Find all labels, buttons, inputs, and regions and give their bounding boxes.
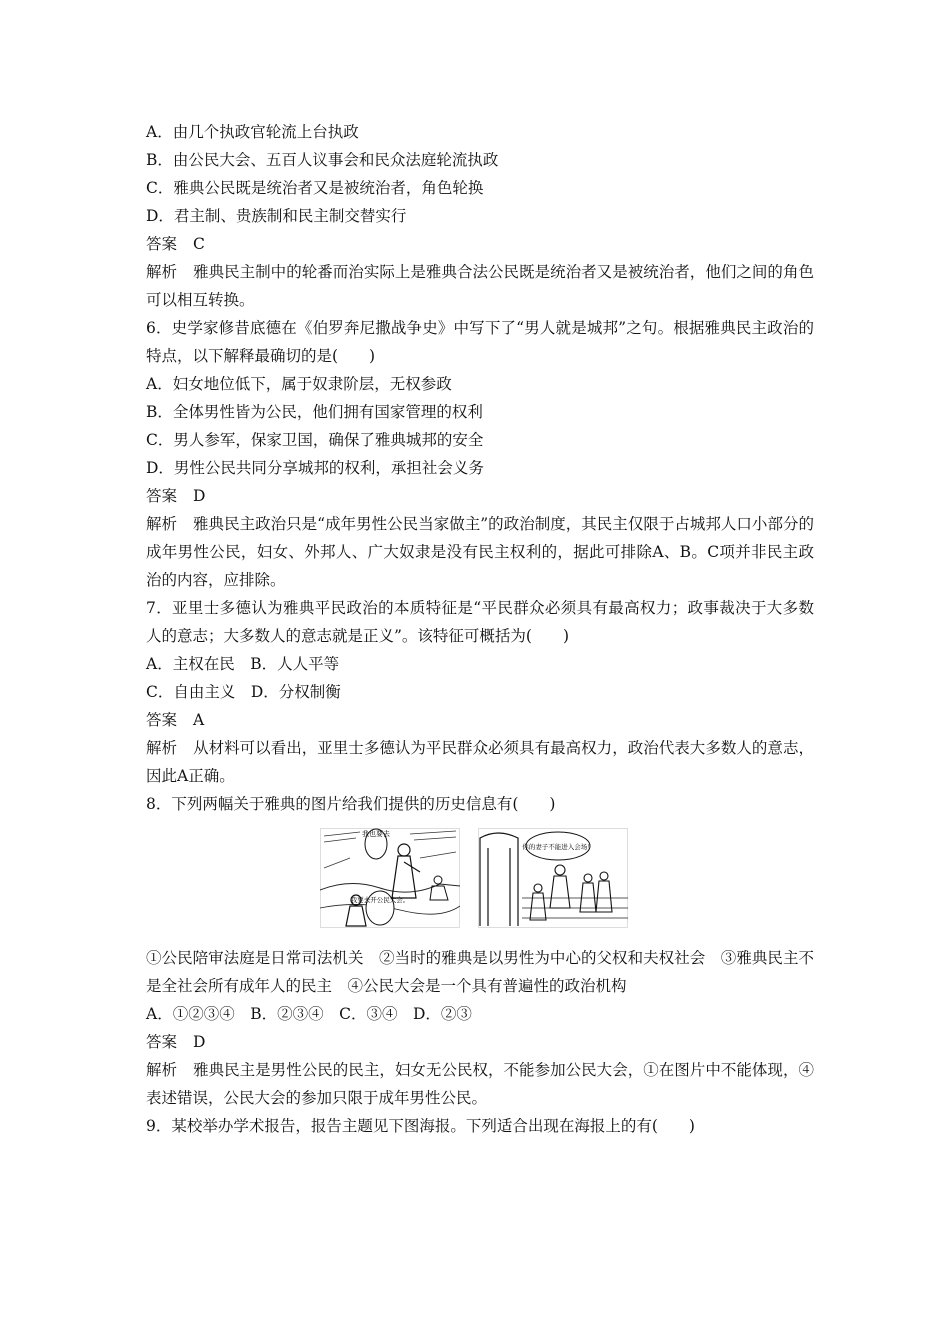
analysis-text: 雅典民主政治只是“成年男性公民当家做主”的政治制度，其民主仅限于占城邦人口小部分的成年男性公民，妇女、外邦人、广大奴隶是没有民主权利的，据此可排除A、B。C项并非民主政治的内容，应排除。 <box>146 515 814 589</box>
answer-label: 答案 <box>146 487 178 505</box>
q7-analysis <box>146 734 814 790</box>
q5-option-a: A．由几个执政官轮流上台执政 <box>146 123 359 141</box>
cartoon-assembly-image <box>320 828 460 928</box>
q6-stem: 6．史学家修昔底德在《伯罗奔尼撒战争史》中写下了“男人就是城邦”之句。根据雅典民主政治的特点，以下解释最确切的是( ) <box>146 319 814 365</box>
q8-options: A．①②③④ B．②③④ C．③④ D．②③ <box>146 1005 472 1023</box>
q9-stem: 9．某校举办学术报告，报告主题见下图海报。下列适合出现在海报上的有( ) <box>146 1117 695 1135</box>
q6-answer <box>146 482 814 510</box>
q7-stem: 7．亚里士多德认为雅典平民政治的本质特征是“平民群众必须具有最高权力；政事裁决于大多数人的意志；大多数人的意志就是正义”。该特征可概括为( ) <box>146 599 814 645</box>
answer-value: C <box>193 235 205 253</box>
answer-label: 答案 <box>146 235 178 253</box>
q8-images <box>146 828 814 938</box>
analysis-text: 从材料可以看出，亚里士多德认为平民群众必须具有最高权力，政治代表大多数人的意志，因此A正确。 <box>146 739 814 785</box>
q8-stem: 8．下列两幅关于雅典的图片给我们提供的历史信息有( ) <box>146 795 556 813</box>
analysis-label: 解析 <box>146 263 178 281</box>
cartoon-entrance-image <box>478 828 628 928</box>
bubble-top-text: 我也要去 <box>362 830 390 838</box>
q6-option-d: D．男性公民共同分享城邦的权利，承担社会义务 <box>146 459 484 477</box>
q5-option-c: C．雅典公民既是统治者又是被统治者，角色轮换 <box>146 179 484 197</box>
q7-options-row-1: A．主权在民 B．人人平等 <box>146 655 340 673</box>
q6-analysis <box>146 510 814 594</box>
analysis-label: 解析 <box>146 1061 178 1079</box>
analysis-label: 解析 <box>146 515 178 533</box>
q8-answer <box>146 1028 814 1056</box>
answer-label: 答案 <box>146 1033 178 1051</box>
bubble-bottom-text: 我要去开公民大会。 <box>350 896 410 904</box>
answer-value: D <box>193 1033 206 1051</box>
answer-label: 答案 <box>146 711 178 729</box>
q5-analysis <box>146 258 814 314</box>
q8-statements: ①公民陪审法庭是日常司法机关 ②当时的雅典是以男性为中心的父权和夫权社会 ③雅典民主不是全社会所有成年人的民主 ④公民大会是一个具有普遍性的政治机构 <box>146 949 814 995</box>
document-page <box>146 118 814 1140</box>
bubble-text: 你的妻子不能进入会场！ <box>522 843 594 851</box>
q5-option-d: D．君主制、贵族制和民主制交替实行 <box>146 207 407 225</box>
analysis-text: 雅典民主是男性公民的民主，妇女无公民权，不能参加公民大会，①在图片中不能体现，④表述错误，公民大会的参加只限于成年男性公民。 <box>146 1061 814 1107</box>
analysis-label: 解析 <box>146 739 178 757</box>
q6-option-b: B．全体男性皆为公民，他们拥有国家管理的权利 <box>146 403 483 421</box>
q7-options-row-2: C．自由主义 D．分权制衡 <box>146 683 341 701</box>
q5-option-b: B．由公民大会、五百人议事会和民众法庭轮流执政 <box>146 151 499 169</box>
q7-answer <box>146 706 814 734</box>
answer-value: A <box>193 711 205 729</box>
answer-value: D <box>193 487 206 505</box>
q8-analysis <box>146 1056 814 1112</box>
q6-option-a: A．妇女地位低下，属于奴隶阶层，无权参政 <box>146 375 452 393</box>
analysis-text: 雅典民主制中的轮番而治实际上是雅典合法公民既是统治者又是被统治者，他们之间的角色可以相互转换。 <box>146 263 814 309</box>
q5-answer <box>146 230 814 258</box>
q6-option-c: C．男人参军，保家卫国，确保了雅典城邦的安全 <box>146 431 484 449</box>
